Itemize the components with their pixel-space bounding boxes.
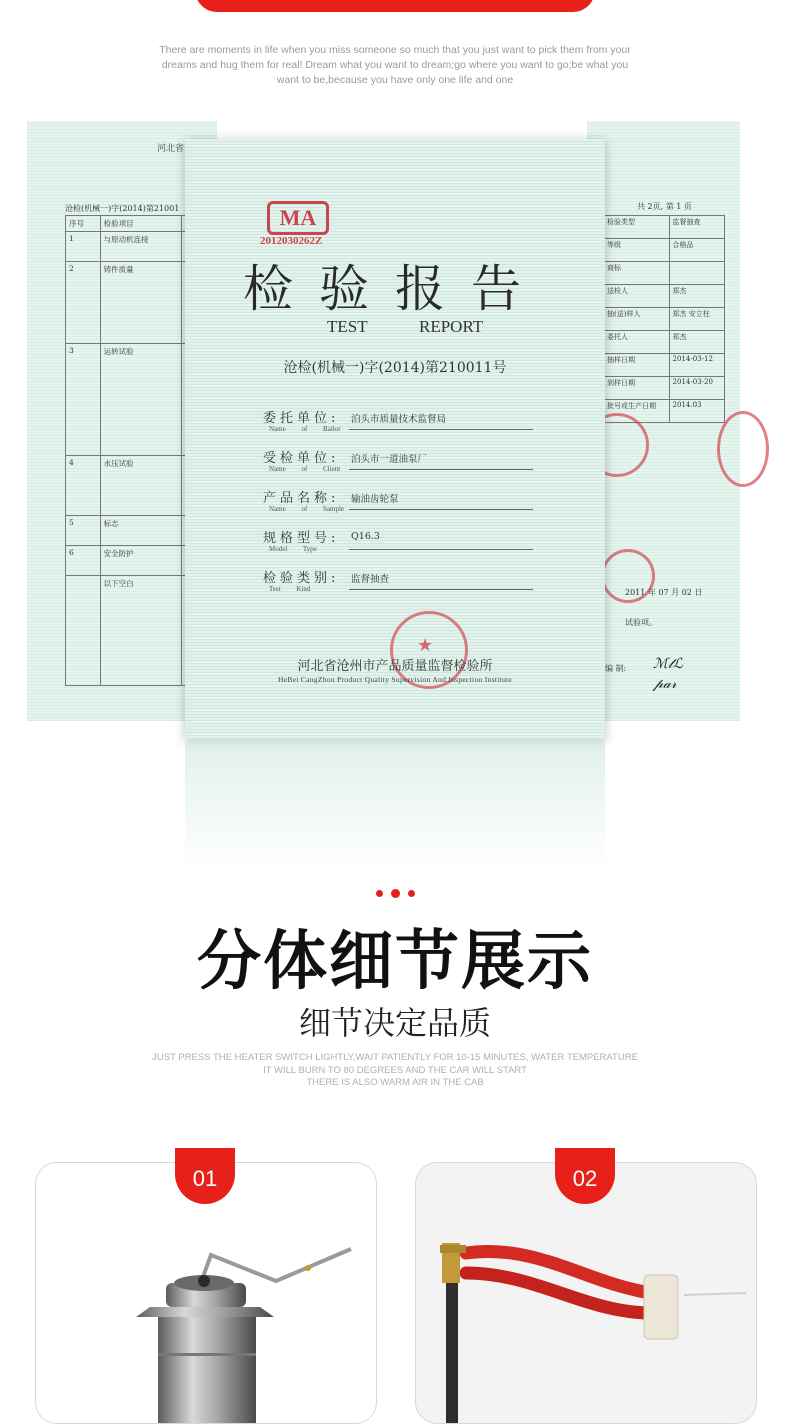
row-no: 3: [66, 344, 101, 456]
field-row: [263, 567, 543, 607]
row-value: 合格品: [669, 239, 724, 262]
issuer-name: 河北省沧州市产品质量监督检验所: [297, 659, 493, 674]
row-item: 安全防护: [100, 546, 182, 576]
seal-stamp: [717, 411, 769, 487]
row-value: 2014-03-12: [669, 354, 724, 377]
row-value: 郑杰 安立柱: [669, 308, 724, 331]
field-underline: [349, 469, 533, 470]
row-no: 4: [66, 456, 101, 516]
field-row: [263, 407, 543, 447]
section-title: 分体细节展示: [197, 925, 593, 999]
row-value: [669, 262, 724, 285]
field-value: 监督抽查: [351, 574, 390, 585]
right-page-date: 2011 年 07 月 02 日: [625, 588, 703, 597]
row-item: 运转试验: [100, 344, 182, 456]
row-item: 水压试验: [100, 456, 182, 516]
field-label: 受检单位:: [263, 451, 340, 466]
field-label: 检验类别:: [263, 571, 340, 586]
intro-text: [150, 43, 640, 88]
row-label: 抽样日期: [604, 354, 670, 377]
column-header: 检验项目: [100, 216, 182, 232]
left-page-header: 河北省: [157, 144, 185, 154]
field-value: 输油齿轮泵: [351, 494, 399, 505]
section-en-line: THERE IS ALSO WARM AIR IN THE CAB: [306, 1077, 484, 1088]
field-row: [263, 447, 543, 487]
row-item: 铸件质量: [100, 262, 182, 344]
field-sub: Name of Sample: [269, 505, 345, 513]
intro-line: There are moments in life when you miss someone so much that you just want to pick them from your: [159, 44, 631, 56]
row-label: 检验类型: [604, 216, 670, 239]
field-sub: Model Type: [269, 545, 317, 553]
report-cover: [185, 139, 605, 739]
row-no: 1: [66, 232, 101, 262]
field-row: [263, 487, 543, 527]
cma-code: 2012030262Z: [260, 235, 323, 247]
issuer-name-en: HeBei CangZhou Product Quality Supervision And Inspection Institute: [277, 675, 513, 684]
row-value: 郑杰: [669, 285, 724, 308]
row-label: 商标: [604, 262, 670, 285]
report-title: 检验报告: [243, 260, 547, 318]
section-subtitle: 细节决定品质: [298, 1004, 491, 1042]
field-label: 产品名称:: [263, 491, 340, 506]
report-number: 沧检(机械一)字(2014)第210011号: [283, 360, 507, 376]
row-no: 6: [66, 546, 101, 576]
report-title-en-left: TEST: [327, 317, 368, 336]
intro-line: dreams and hug them for real! Dream what you want to dream;go where you want to go;be what you: [161, 59, 629, 71]
top-banner: [195, 0, 595, 12]
dot: [408, 890, 415, 897]
seal-star-icon: ★: [417, 635, 434, 656]
field-underline: [349, 429, 533, 430]
section-en-line: JUST PRESS THE HEATER SWITCH LIGHTLY,WAIT PATIENTLY FOR 10-15 MINUTES, WATER TEMPERATURE: [152, 1052, 638, 1063]
row-no: 5: [66, 516, 101, 546]
field-label: 规格型号:: [263, 531, 340, 546]
row-label: 送检人: [604, 285, 670, 308]
cover-reflection: [185, 740, 605, 870]
field-underline: [349, 509, 533, 510]
field-underline: [349, 589, 533, 590]
row-value: 监督抽查: [669, 216, 724, 239]
field-value: 泊头市质量技术监督局: [351, 414, 447, 425]
row-label: 到样日期: [604, 377, 670, 400]
prepared-label: 编 制:: [605, 664, 627, 673]
detail-badge: 02: [555, 1148, 615, 1204]
report-title-en-right: REPORT: [419, 317, 484, 336]
signature: ℳ𝓉ℒ 𝓅𝒶𝓇: [653, 656, 683, 692]
field-row: [263, 527, 543, 567]
row-item: 与原动机连接: [100, 232, 182, 262]
row-no: 2: [66, 262, 101, 344]
field-sub: Name of Client: [269, 465, 341, 473]
field-sub: Name of Bailor: [269, 425, 341, 433]
left-page-report-no: 沧检(机械一)字(2014)第21001: [65, 204, 180, 213]
dot: [391, 889, 400, 898]
cma-logo: MA: [267, 201, 329, 235]
row-label: 抽(送)样人: [604, 308, 670, 331]
row-item: 标志: [100, 516, 182, 546]
row-no: [66, 576, 101, 686]
section-dots: [374, 890, 418, 898]
field-value: Q16.3: [351, 531, 380, 542]
certificate-photo: [27, 121, 740, 721]
field-underline: [349, 549, 533, 550]
right-page-table: [603, 215, 725, 423]
detail-badge: 01: [175, 1148, 235, 1204]
column-header: 序号: [66, 216, 101, 232]
row-item: 以下空白: [100, 576, 182, 686]
field-value: 泊头市一道油泵厂: [351, 454, 428, 465]
row-label: 等级: [604, 239, 670, 262]
field-label: 委托单位:: [263, 411, 340, 426]
section-english-text: [150, 1052, 640, 1090]
row-value: 郑杰: [669, 331, 724, 354]
right-page-note: 试验项。: [625, 618, 657, 627]
field-sub: Test Kind: [269, 585, 311, 593]
section-en-line: IT WILL BURN TO 80 DEGREES AND THE CAR WILL START: [263, 1064, 527, 1076]
row-value: 2014.03: [669, 400, 724, 423]
dot: [376, 890, 383, 897]
right-page-info: 共 2页, 第 1 页: [637, 202, 692, 211]
intro-line: want to be,because you have only one life and one: [276, 74, 514, 86]
row-label: 委托人: [604, 331, 670, 354]
row-label: 批号或生产日期: [604, 400, 670, 423]
row-value: 2014-03-20: [669, 377, 724, 400]
